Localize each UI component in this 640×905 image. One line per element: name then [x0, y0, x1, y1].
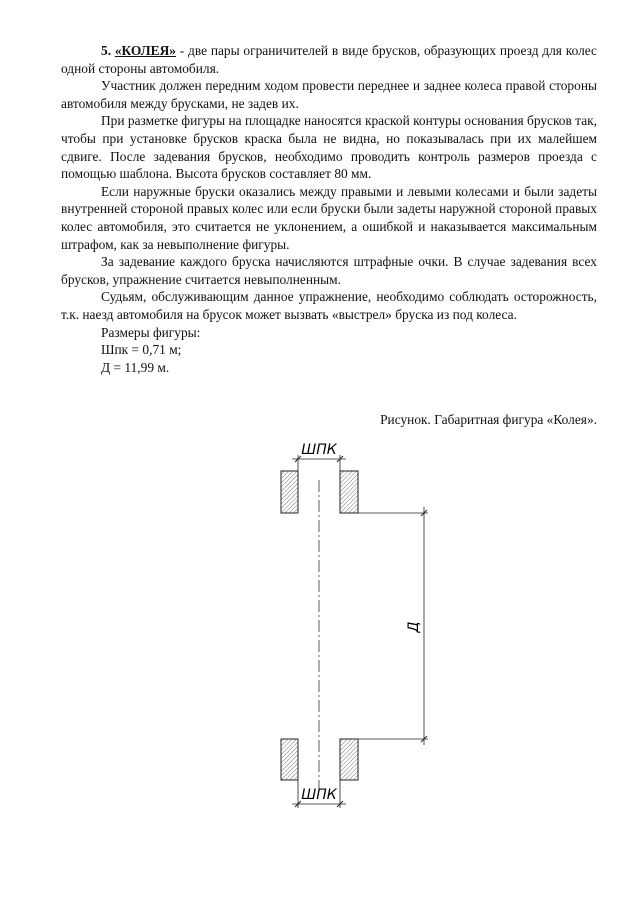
section-number: 5.: [101, 43, 112, 58]
label-d: Д: [406, 621, 422, 633]
section-intro: - две пары ограничителей в виде брусков, образующих проезд для колес одной стороны автомобиля.: [61, 43, 598, 76]
label-shpk-bottom: ШПК: [301, 787, 337, 803]
sizes-title: Размеры фигуры:: [101, 324, 201, 340]
block-top-left: [281, 471, 298, 513]
section-name: «КОЛЕЯ»: [114, 43, 176, 58]
block-top-right: [340, 471, 358, 513]
size-shpk: Шпк = 0,71 м;: [101, 342, 182, 358]
paragraph: Участник должен передним ходом провести переднее и заднее колеса правой стороны автомобиля между брусками, не задев их.: [61, 78, 597, 111]
block-bottom-right: [340, 739, 358, 780]
figure-caption: Рисунок. Габаритная фигура «Колея».: [380, 412, 597, 427]
label-shpk-top: ШПК: [301, 442, 337, 458]
paragraph: Если наружные бруски оказались между правыми и левыми колесами и были задеты внутренней стороной правых колес или если бруски были задеты наружной стороной правых колес автомобиля, это считается не уклонением, а ошибкой и наказывается максимальным штрафом, как за невыполнение фигуры.: [61, 183, 597, 252]
paragraph: При разметке фигуры на площадке наносятся краской контуры основания брусков так, чтобы при установке брусков краска была не видна, но показывалась при их малейшем сдвиге. После задевания брусков, необходимо проводить контроль размеров проезда с помощью шаблона. Высота брусков составляет 80 мм.: [61, 113, 597, 182]
block-bottom-left: [281, 739, 298, 780]
paragraph: Судьям, обслуживающим данное упражнение, необходимо соблюдать осторожность, т.к. наезд автомобиля на брусок может вызвать «выстрел» бруска из под колеса.: [61, 289, 597, 322]
size-d: Д = 11,99 м.: [101, 359, 170, 375]
paragraph: За задевание каждого бруска начисляются штрафные очки. В случае задевания всех брусков, упражнение считается невыполненным.: [61, 254, 597, 287]
